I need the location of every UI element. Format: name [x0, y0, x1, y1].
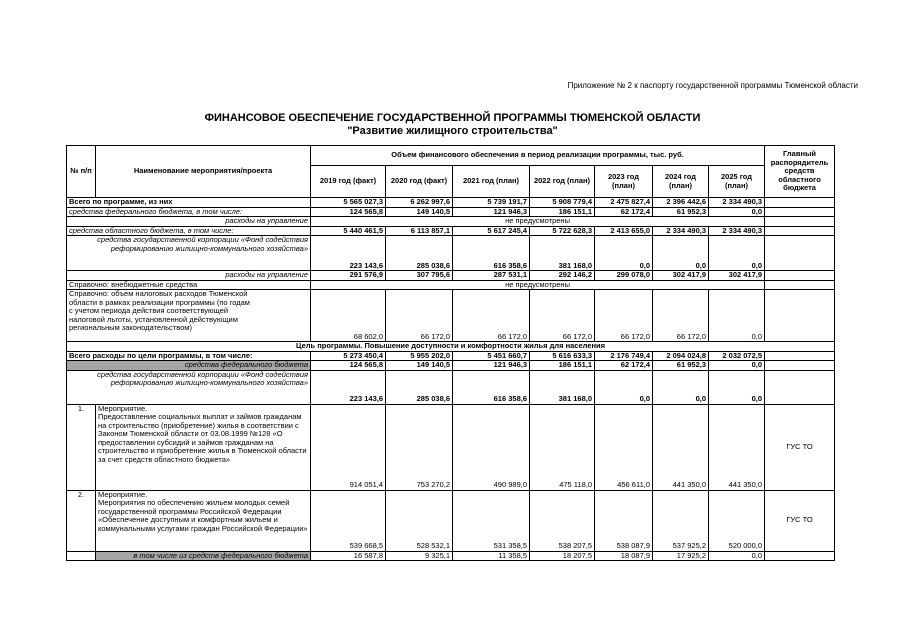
header-year: 2022 год (план) — [530, 166, 595, 198]
manager-cell: ГУС ТО — [765, 490, 835, 551]
value-cell: 5 451 660,7 — [453, 351, 530, 361]
goal-title: Цель программы. Повышение доступности и комфортности жилья для населения — [67, 342, 835, 352]
value-cell: 5 440 461,5 — [311, 226, 386, 236]
finance-table — [66, 145, 835, 561]
value-cell: 2 475 827,4 — [595, 198, 653, 208]
row-label: Справочно: внебюджетные средства — [67, 280, 311, 290]
annex-note: Приложение № 2 к паспорту государственной программы Тюменской области — [567, 81, 858, 90]
value-cell: 381 168,0 — [530, 236, 595, 271]
value-cell: 5 616 633,3 — [530, 351, 595, 361]
row-federal-mgmt — [67, 217, 835, 227]
header-num: № п/п — [67, 146, 96, 198]
row-regional-mgmt — [67, 271, 835, 281]
value-cell: 302 417,9 — [653, 271, 709, 281]
value-cell: 0,0 — [709, 290, 765, 342]
value-cell: 441 350,0 — [653, 404, 709, 490]
value-cell: 186 151,1 — [530, 207, 595, 217]
value-cell: 18 207,5 — [530, 551, 595, 561]
value-cell: 11 358,5 — [453, 551, 530, 561]
header-year: 2020 год (факт) — [386, 166, 453, 198]
value-cell: 223 143,6 — [311, 236, 386, 271]
value-cell: 149 140,5 — [386, 361, 453, 371]
value-cell: 0,0 — [709, 207, 765, 217]
value-cell: 2 032 072,5 — [709, 351, 765, 361]
value-cell: 2 334 490,3 — [709, 226, 765, 236]
header-year: 2023 год (план) — [595, 166, 653, 198]
header-year: 2021 год (план) — [453, 166, 530, 198]
value-cell: 616 358,6 — [453, 370, 530, 404]
value-cell: 285 038,6 — [386, 236, 453, 271]
value-cell: 5 739 191,7 — [453, 198, 530, 208]
header-manager: Главный распорядитель средств областного бюджета — [765, 146, 835, 198]
row-label: расходы на управление — [67, 217, 311, 227]
value-cell: 0,0 — [709, 361, 765, 371]
row-goal-total — [67, 351, 835, 361]
row-label: Всего по программе, из них — [67, 198, 311, 208]
value-cell: 538 207,5 — [530, 490, 595, 551]
value-cell: 5 273 450,4 — [311, 351, 386, 361]
row-label: средства государственной корпорации «Фонд содействия реформированию жилищно-коммунального хозяйства» — [67, 236, 311, 271]
value-cell: 2 094 024,8 — [653, 351, 709, 361]
value-cell: 61 952,3 — [653, 361, 709, 371]
value-cell: 2 334 490,3 — [653, 226, 709, 236]
measure-number: 1. — [67, 404, 96, 490]
value-cell: 0,0 — [653, 370, 709, 404]
row-label: Всего расходы по цели программы, в том числе: — [67, 351, 311, 361]
value-cell: 6 262 997,6 — [386, 198, 453, 208]
value-cell: 186 151,1 — [530, 361, 595, 371]
value-cell: 66 172,0 — [530, 290, 595, 342]
header-volume: Объем финансового обеспечения в период реализации программы, тыс. руб. — [311, 146, 765, 166]
value-cell: 490 989,0 — [453, 404, 530, 490]
value-cell: 2 396 442,6 — [653, 198, 709, 208]
measure-number: 2. — [67, 490, 96, 551]
row-label: средства федерального бюджета — [67, 361, 311, 371]
value-cell: 17 925,2 — [653, 551, 709, 561]
value-cell: 223 143,6 — [311, 370, 386, 404]
value-cell: 538 087,9 — [595, 490, 653, 551]
value-cell: 66 172,0 — [595, 290, 653, 342]
value-cell: 5 617 245,4 — [453, 226, 530, 236]
value-cell: 6 113 857,1 — [386, 226, 453, 236]
value-cell: 285 038,6 — [386, 370, 453, 404]
measure-label: Мероприятие. Предоставление социальных выплат и займов гражданам на строительство (приобретение) жилья в соответствии с Законом Тюменской области от 03.08.1999 №128 «О предоставлении субсидий и займов гражданам на строительство и приобретение жилья в Тюменской области за счет средств областного бюджета» — [96, 404, 311, 490]
row-label: средства областного бюджета, в том числе: — [67, 226, 311, 236]
value-cell: 2 413 655,0 — [595, 226, 653, 236]
value-cell: 5 722 628,3 — [530, 226, 595, 236]
value-cell: 5 565 027,3 — [311, 198, 386, 208]
value-cell: 287 531,1 — [453, 271, 530, 281]
row-measure-1 — [67, 404, 835, 490]
header-name: Наименование мероприятия/проекта — [96, 146, 311, 198]
row-federal — [67, 207, 835, 217]
value-cell: 616 358,6 — [453, 236, 530, 271]
value-cell: 68 602,0 — [311, 290, 386, 342]
manager-cell: ГУС ТО — [765, 404, 835, 490]
row-goal-fund — [67, 370, 835, 404]
not-provided-text: не предусмотрены — [311, 280, 765, 290]
value-cell: 456 611,0 — [595, 404, 653, 490]
value-cell: 5 955 202,0 — [386, 351, 453, 361]
row-total — [67, 198, 835, 208]
value-cell: 121 946,3 — [453, 207, 530, 217]
row-label: в том числе из средств федерального бюджета — [96, 551, 311, 561]
value-cell: 0,0 — [709, 370, 765, 404]
value-cell: 0,0 — [709, 551, 765, 561]
value-cell: 0,0 — [653, 236, 709, 271]
header-year: 2019 год (факт) — [311, 166, 386, 198]
value-cell: 537 925,2 — [653, 490, 709, 551]
value-cell: 16 587,8 — [311, 551, 386, 561]
value-cell: 291 576,9 — [311, 271, 386, 281]
value-cell: 61 952,3 — [653, 207, 709, 217]
row-label: Справочно: объем налоговых расходов Тюменской области в рамках реализации программы (по годам с учетом периода действия соответствующей налоговой льготы, установленной действующим региональным законодательством) — [67, 290, 311, 342]
value-cell: 0,0 — [709, 236, 765, 271]
not-provided-text: не предусмотрены — [311, 217, 765, 227]
value-cell: 66 172,0 — [653, 290, 709, 342]
value-cell: 66 172,0 — [386, 290, 453, 342]
measure-label: Мероприятие. Мероприятия по обеспечению жильем молодых семей государственной программы Российской Федерации «Обеспечение доступным и комфортным жильем и коммунальными услугами граждан Российской Федерации» — [96, 490, 311, 551]
value-cell: 9 325,1 — [386, 551, 453, 561]
title-line-1: ФИНАНСОВОЕ ОБЕСПЕЧЕНИЕ ГОСУДАРСТВЕННОЙ ПРОГРАММЫ ТЮМЕНСКОЙ ОБЛАСТИ — [204, 112, 701, 124]
row-label: средства государственной корпорации «Фонд содействия реформированию жилищно-коммунального хозяйства» — [67, 370, 311, 404]
value-cell: 475 118,0 — [530, 404, 595, 490]
value-cell: 753 270,2 — [386, 404, 453, 490]
row-goal — [67, 342, 835, 352]
value-cell: 66 172,0 — [453, 290, 530, 342]
row-label: средства федерального бюджета, в том числе: — [67, 207, 311, 217]
value-cell: 441 350,0 — [709, 404, 765, 490]
row-goal-federal — [67, 361, 835, 371]
value-cell: 5 908 779,4 — [530, 198, 595, 208]
value-cell: 307 795,6 — [386, 271, 453, 281]
row-measure-2 — [67, 490, 835, 551]
value-cell: 121 946,3 — [453, 361, 530, 371]
value-cell: 302 417,9 — [709, 271, 765, 281]
value-cell: 531 358,5 — [453, 490, 530, 551]
row-tax — [67, 290, 835, 342]
value-cell: 528 532,1 — [386, 490, 453, 551]
row-label: расходы на управление — [67, 271, 311, 281]
title-line-2: "Развитие жилищного строительства" — [347, 125, 558, 137]
value-cell: 2 176 749,4 — [595, 351, 653, 361]
header-year: 2024 год (план) — [653, 166, 709, 198]
value-cell: 914 051,4 — [311, 404, 386, 490]
value-cell: 0,0 — [595, 236, 653, 271]
value-cell: 124 565,8 — [311, 361, 386, 371]
value-cell: 299 078,0 — [595, 271, 653, 281]
value-cell: 381 168,0 — [530, 370, 595, 404]
value-cell: 18 087,9 — [595, 551, 653, 561]
row-fund — [67, 236, 835, 271]
value-cell: 2 334 490,3 — [709, 198, 765, 208]
value-cell: 62 172,4 — [595, 207, 653, 217]
value-cell: 0,0 — [595, 370, 653, 404]
row-measure-2-federal — [67, 551, 835, 561]
value-cell: 539 668,5 — [311, 490, 386, 551]
value-cell: 149 140,5 — [386, 207, 453, 217]
value-cell: 292 146,2 — [530, 271, 595, 281]
document-title — [0, 112, 905, 138]
value-cell: 124 565,8 — [311, 207, 386, 217]
value-cell: 62 172,4 — [595, 361, 653, 371]
value-cell: 520 000,0 — [709, 490, 765, 551]
header-year: 2025 год (план) — [709, 166, 765, 198]
